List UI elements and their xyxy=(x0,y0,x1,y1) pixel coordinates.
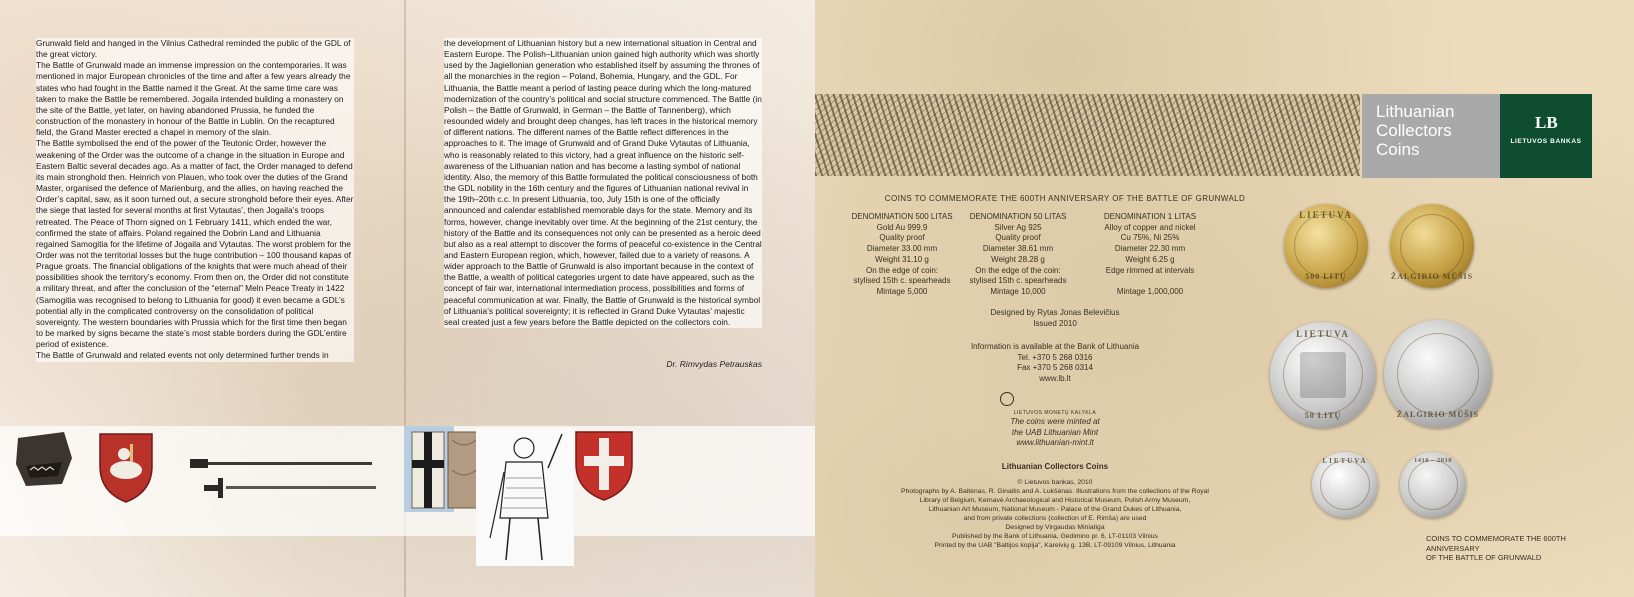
credit-line: Designed by Virgaudas Miniatiga xyxy=(1005,524,1105,531)
coin-rim xyxy=(1294,214,1358,278)
cross-banner xyxy=(410,430,446,510)
spec-line: stylised 15th c. spearheads xyxy=(969,276,1067,286)
helmet-artifact xyxy=(12,428,76,490)
spec-line: Mintage 10,000 xyxy=(990,286,1046,296)
spec-1-litas xyxy=(1080,212,1220,298)
series-name: Lithuanian Collectors Coins xyxy=(1001,462,1109,471)
credit-line: Library of Belgium, Kernavė Archaeological and Historical Museum, Polish Army Museum, xyxy=(919,497,1191,504)
coin-legend: ŽALGIRIO MŪŠIS xyxy=(1396,410,1480,420)
spec-line: On the edge of the coin: xyxy=(975,265,1061,275)
caption-line: OF THE BATTLE OF GRUNWALD xyxy=(1426,553,1542,562)
publication-credits xyxy=(860,478,1250,550)
fax: Fax +370 5 268 0314 xyxy=(1017,363,1093,372)
spec-line: DENOMINATION 1 LITAS xyxy=(1103,212,1197,221)
paragraph: The Battle symbolised the end of the power of the Teutonic Order, however the weakening of the Order was the outcome of a change in the situation in Europe and Eastern Baltic several decades ago. As a matter of fact, the Order managed to defend its main stronghold then. Heinrich von Plauen, who took over the duties of the Grand Master, organised the defence of Marienburg, and the allies, on having reached the Order’s capital, saw, as it soon turned out, a secure stronghold before their eyes. After the siege that lasted for several months at first Vytautas’, then Jogaila’s troops retreated. The Peace of Thorn signed on 1 February 1411, which ended the war, confirmed the state of affairs. Poland regained the Dobrin Land and Lithuania regained Samogitia for the lifetime of Jogaila and Vytautas. The worst problem for the Order was not the territorial losses but the huge contribution – 100 thousand kapas of Prague groats. The financial obligations of the knights that were much ahead of their possibilities shook the territory’s economy. From then on, the Order did not constitute a military threat, and after the conclusion of the “eternal” Meln Peace Treaty in 1422 (Samogitia was recognised to belong to Lithuania for good) it even became a GDL’s potential ally in the complicated controversy on the consolidation of political sovereignty. The western boundaries with Prussia which for the first time then began to be marked by signs became the state’s most stable borders during the GDL’entire period of existence. xyxy=(36,138,354,350)
spec-line: DENOMINATION 50 LITAS xyxy=(969,212,1067,221)
spec-line: Diameter 22.30 mm xyxy=(1114,244,1186,254)
mint-logo-icon xyxy=(1000,392,1014,406)
series-title-box xyxy=(1362,94,1500,178)
coin-rim xyxy=(1408,460,1458,510)
credit-line: © Lietuvos bankas, 2010 xyxy=(1017,479,1093,486)
coin-legend: LIETUVA xyxy=(1322,456,1368,465)
spec-line: Weight 31.10 g xyxy=(875,254,929,264)
spec-line: Gold Au 999.9 xyxy=(876,222,928,232)
credit-line: Printed by the UAB "Baltijos kopija", Kareivių g. 13B, LT-09109 Vilnius, Lithuania xyxy=(934,542,1176,549)
coin-legend: ŽALGIRIO MŪŠIS xyxy=(1390,272,1474,282)
coin-legend: 500 LITŲ xyxy=(1305,272,1347,282)
knight-engraving xyxy=(476,428,574,566)
designer-line: Designed by Rytas Jonas Belevičius xyxy=(990,308,1120,317)
spec-line: Silver Ag 925 xyxy=(994,222,1042,232)
silver-coin-reverse xyxy=(1384,320,1492,428)
spec-line: Weight 6.25 g xyxy=(1125,254,1175,264)
spec-line: Mintage 5,000 xyxy=(876,286,928,296)
coin-rim xyxy=(1397,333,1479,415)
coat-of-arms-icon xyxy=(1300,352,1347,399)
website-link[interactable]: www.lb.lt xyxy=(1039,373,1071,383)
spec-line: Mintage 1,000,000 xyxy=(1116,286,1184,296)
gold-coin-reverse xyxy=(1390,204,1474,288)
history-column-1 xyxy=(36,38,354,362)
spec-line: stylised 15th c. spearheads xyxy=(853,276,951,286)
spec-line: Alloy of copper and nickel xyxy=(1104,222,1196,232)
coin-rim xyxy=(1320,460,1370,510)
paragraph: The Battle of Grunwald and related events not only determined further trends in xyxy=(36,350,329,361)
mint-line: the UAB Lithuanian Mint xyxy=(1011,427,1099,437)
coin-legend: LIETUVA xyxy=(1296,329,1350,340)
coin-rim xyxy=(1400,214,1464,278)
gold-coin-obverse xyxy=(1284,204,1368,288)
spec-line: Weight 28.28 g xyxy=(991,254,1045,264)
author-signature: Dr. Rimvydas Petrauskas xyxy=(666,359,762,369)
coin-legend: LIETUVA xyxy=(1299,209,1353,220)
spec-line: Quality proof xyxy=(995,233,1041,243)
coin-legend: 1410 – 2010 xyxy=(1414,456,1452,464)
paragraph: the development of Lithuanian history but a new international situation in Central and Eastern Europe. The Polish–Lithuanian union gained high authority which was shortly used by the Jagiellonian generation who established itself by assuming the thrones of all the monarchies in the region – Poland, Bohemia, Hungary, and the GDL. For Lithuania, the Battle meant a period of lasting peace during which the long-matured modernization of the country’s political and social structure commenced. The Battle (in Polish – the Battle of Grunwald, in German – the Battle of Tannenberg), which resounded widely and brought deep changes, has left traces in the historical memory of different nations. The different names of the Battle reflect differences in the approaches to it. The image of Grunwald and of Grand Duke Vytautas of Lithuania, who is reasonably related to this victory, had a great influence on the historic self-awareness of the Lithuanian nation and has become a lasting symbol of national identity. Also, the memory of this Battle formulated the political consciousness of both the GDL nobility in the 16th century and the figures of Lithuanian national revival in the 19th–20th c.c. In present Lithuania, too, July 15th is one of the officially announced and calendar established memorable days for the state. Memory and its forms, however, change inevitably over time. At the beginning of the 21st century, the history of the Battle and its consequences not only can be presented as a heroic deed but also as a real attempt to discover the forms of peaceful co-existence in the Central and Eastern European region, which, however, failed due to a variety of reasons. A wider approach to the Battle of Grunwald is also important because in the context of the Battle, a wealth of political categories urgent to date have appeared, such as the concept of fair war, international intermediation process, possibilities and forms of peaceful communication at war. Finally, the Battle of Grunwald is the historical symbol of Lithuania’s political sovereignty; it is reflected in Grand Duke Vytautas’ majestic seal created just a few years before the Battle depicted on the collectors coin. xyxy=(444,38,762,327)
paragraph: Grunwald field and hanged in the Vilnius Cathedral reminded the public of the GDL of the great victory. xyxy=(36,38,351,60)
caption-line: COINS TO COMMEMORATE THE 600TH ANNIVERSARY xyxy=(1426,534,1566,553)
title-line: Coins xyxy=(1376,140,1420,159)
title-line: Collectors xyxy=(1376,121,1452,140)
history-column-2 xyxy=(444,38,762,328)
credit-line: and from private collections (collection of E. Rimša) are used xyxy=(963,515,1147,522)
credit-line: Published by the Bank of Lithuania, Gedimino pr. 6, LT-01103 Vilnius xyxy=(952,533,1158,540)
spec-line: Diameter 38.61 mm xyxy=(982,244,1054,254)
battle-engraving-band xyxy=(815,94,1360,176)
bank-name: LIETUVOS BANKAS xyxy=(1510,138,1582,145)
mint-name: LIETUVOS MONETŲ KALYKLA xyxy=(1013,410,1097,416)
spec-line: Edge rimmed at intervals xyxy=(1105,265,1195,275)
issue-year: Issued 2010 xyxy=(1033,318,1077,328)
spec-line: DENOMINATION 500 LITAS xyxy=(851,212,953,221)
mint-info xyxy=(890,417,1220,449)
spec-50-litas xyxy=(948,212,1088,298)
commemoration-heading: COINS TO COMMEMORATE THE 600TH ANNIVERSARY OF THE BATTLE OF GRUNWALD xyxy=(884,194,1246,203)
spec-line: Quality proof xyxy=(879,233,925,243)
spec-line: Diameter 33.00 mm xyxy=(866,244,938,254)
paragraph: The Battle of Grunwald made an immense impression on the contemporaries. It was mentioned in major European chronicles of the time and after a few years already the states who had fought in the Battle named it the Great. At the same time care was taken to make the Battle be remembered. Jogaila intended building a monastery on the site of the Battle, yet later, on having abandoned Prussia, he funded the construction of the monastery in honour of the Battle in Lublin. On the recaptured field, the Grand Master erected a chapel in memory of the slain. xyxy=(36,60,351,138)
bank-logo-box xyxy=(1500,94,1592,178)
credit-line: Photographs by A. Baltėnas, R. Ginaitis and A. Lukšėnas. Illustrations from the collections of the Royal xyxy=(901,488,1209,495)
spec-line xyxy=(1080,276,1220,287)
contact-info xyxy=(890,342,1220,384)
silver-coin-obverse xyxy=(1270,322,1376,428)
mint-website-link[interactable]: www.lithuanian-mint.lt xyxy=(1016,438,1094,447)
phone: Tel. +370 5 268 0316 xyxy=(1017,352,1093,362)
sword-artifacts xyxy=(186,452,386,502)
designer-info xyxy=(890,308,1220,329)
litas-coin-reverse xyxy=(1400,452,1466,518)
spec-line: On the edge of coin: xyxy=(865,265,939,275)
contact-line: Information is available at the Bank of Lithuania xyxy=(970,342,1140,351)
coat-of-arms-vytis-shield xyxy=(96,430,156,504)
cross-shield xyxy=(572,428,636,502)
title-line: Lithuanian xyxy=(1376,102,1455,121)
coin-legend: 50 LITŲ xyxy=(1304,410,1342,420)
coin-caption xyxy=(1426,534,1606,563)
spec-line: Cu 75%, Ni 25% xyxy=(1120,233,1180,243)
mint-line: The coins were minted at xyxy=(1010,417,1100,426)
credit-line: Lithuanian Art Museum, National Museum - Palace of the Grand Dukes of Lithuania, xyxy=(928,506,1182,513)
bank-logo-icon: LB xyxy=(1535,113,1558,132)
litas-coin-obverse xyxy=(1312,452,1378,518)
